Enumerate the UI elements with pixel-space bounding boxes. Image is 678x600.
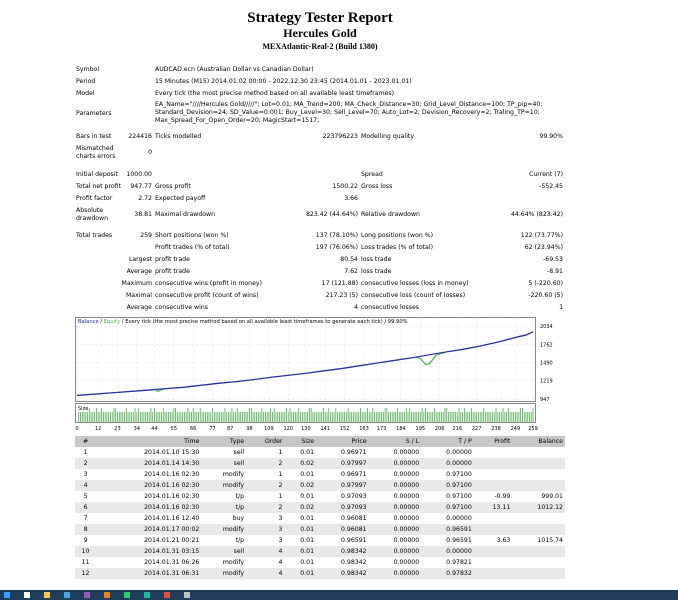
symbol-value: AUDCAD.ecn (Australian Dollar vs Canadian Dollar) xyxy=(155,66,314,73)
table-cell xyxy=(474,447,513,458)
legend-equity: Equity xyxy=(103,319,121,325)
maximal-label: Maximal xyxy=(125,292,152,299)
x-tick-label: 238 xyxy=(491,426,501,432)
table-cell: 2014.01.17 00:02 xyxy=(96,524,201,535)
table-cell: 0.96591 xyxy=(341,537,367,544)
table-cell xyxy=(512,557,565,568)
max-cons-wins-value: 17 (121.88) xyxy=(321,280,358,287)
table-cell: sell xyxy=(201,546,246,557)
table-cell: 0.00000 xyxy=(369,524,422,535)
profit-trades-value: 197 (76.06%) xyxy=(315,244,358,251)
table-cell: 0.02 xyxy=(284,502,316,513)
bars-label: Bars in test xyxy=(76,133,112,140)
table-cell: 0.97093 xyxy=(341,493,367,500)
x-tick-label: 206 xyxy=(434,426,445,432)
table-cell: 0.97821 xyxy=(446,559,472,566)
table-cell: t/p xyxy=(235,493,245,500)
table-cell: 0.97832 xyxy=(421,568,474,579)
avg-cons-wins-value: 4 xyxy=(354,304,358,311)
table-cell xyxy=(512,480,565,491)
x-tick-label: 23 xyxy=(114,426,121,432)
table-header-row xyxy=(75,436,565,447)
average2-label: Average xyxy=(126,304,152,311)
size-label: Size xyxy=(78,406,89,412)
table-row xyxy=(75,491,565,502)
x-tick-label: 34 xyxy=(133,426,141,432)
report-server: MEXAtlantic-Real-2 (Build 1380) xyxy=(262,42,378,51)
absolute-dd-label-2: drawdown xyxy=(76,215,109,222)
average-loss-label: loss trade xyxy=(361,268,392,275)
profit-trades-label: Profit trades (% of total) xyxy=(155,244,230,251)
table-row xyxy=(75,535,565,546)
mail-icon[interactable] xyxy=(64,592,70,598)
store-icon[interactable] xyxy=(84,592,90,598)
table-cell xyxy=(512,469,565,480)
table-cell: 2 xyxy=(75,458,96,469)
table-cell: 13.11 xyxy=(474,502,513,513)
x-tick-label: 109 xyxy=(264,426,274,432)
x-tick-label: 141 xyxy=(320,426,331,432)
x-tick-label: 227 xyxy=(471,426,482,432)
parameters-line-3: Max_Spread_For_Open_Order=20; MagicStart=1517; xyxy=(155,117,320,124)
table-cell: 999.01 xyxy=(541,493,563,500)
table-cell: 1012.12 xyxy=(512,502,565,513)
table-row xyxy=(75,568,565,579)
table-cell: 3 xyxy=(278,515,283,522)
table-cell: 11 xyxy=(81,559,90,566)
quality-value: 99.90% xyxy=(539,133,563,140)
x-tick-label: 44 xyxy=(151,426,158,432)
table-cell: 0.96081 xyxy=(341,515,367,522)
table-cell xyxy=(474,513,513,524)
table-cell: 0.01 xyxy=(300,559,315,566)
table-row xyxy=(75,480,565,491)
table-cell: 1 xyxy=(278,449,283,456)
table-cell: 4 xyxy=(246,568,284,579)
table-cell: 3.63 xyxy=(496,537,511,544)
y-tick-label: 1490 xyxy=(540,360,553,367)
absolute-dd-value: 38.81 xyxy=(134,211,152,218)
net-profit-label: Total net profit xyxy=(76,183,121,190)
table-row xyxy=(75,502,565,513)
table-cell: 0.01 xyxy=(284,546,316,557)
gross-loss-value: -552.45 xyxy=(539,183,563,190)
profit-factor-value: 2.72 xyxy=(138,195,152,202)
table-cell: 0.02 xyxy=(284,480,316,491)
legend-balance: Balance xyxy=(78,319,99,325)
browser-icon[interactable] xyxy=(144,592,150,598)
column-header: Price xyxy=(316,436,369,447)
table-cell: 0.02 xyxy=(284,458,316,469)
maximal-cons-profit-label: consecutive profit (count of wins) xyxy=(155,292,259,299)
table-cell: 0.01 xyxy=(300,449,315,456)
x-tick-label: 130 xyxy=(301,426,311,432)
maximal-cons-loss-label: consecutive loss (count of losses) xyxy=(361,292,466,299)
table-cell: 3 xyxy=(278,537,283,544)
parameters-line-1: EA_Name="////Hercules Gold/////"; Lot=0.01; MA_Trend=200; MA_Check_Distance=30; Grid_Level_Distance=100; TP_pip=40; xyxy=(155,101,543,108)
table-row xyxy=(75,447,565,458)
table-cell: 0.96971 xyxy=(341,449,367,456)
table-cell: 0.98342 xyxy=(341,559,367,566)
table-cell xyxy=(512,447,565,458)
loss-trades-label: Loss trades (% of total) xyxy=(361,244,433,251)
gross-profit-label: Gross profit xyxy=(155,183,191,190)
maximal-cons-profit-value: 217.23 (5) xyxy=(325,292,358,299)
table-cell: 1015.74 xyxy=(537,537,563,544)
chart-app-icon[interactable] xyxy=(104,592,110,598)
initial-deposit-value: 1000.00 xyxy=(126,171,152,178)
x-tick-label: 98 xyxy=(246,426,253,432)
short-label: Short positions (won %) xyxy=(155,232,229,239)
table-row xyxy=(75,469,565,480)
mismatch-label-1: Mismatched xyxy=(76,145,114,152)
rel-dd-value: 44.64% (823.42) xyxy=(510,211,563,218)
average-profit-value: 7.62 xyxy=(344,268,358,275)
table-cell: 0.00000 xyxy=(369,568,422,579)
x-tick-label: 0 xyxy=(75,426,79,432)
table-cell: 0.96591 xyxy=(421,524,474,535)
table-cell: 0.00000 xyxy=(393,493,420,500)
table-cell: 0.97100 xyxy=(421,502,474,513)
table-cell: 2014.01.31 06:31 xyxy=(96,568,201,579)
maximal-cons-loss-value: -220.60 (5) xyxy=(528,292,563,299)
y-tick-label: 2034 xyxy=(540,324,553,330)
table-cell: sell xyxy=(233,449,245,456)
chart-plot-area xyxy=(76,318,536,402)
x-tick-label: 216 xyxy=(452,426,463,432)
report-title: Strategy Tester Report xyxy=(247,10,393,26)
table-cell: 5 xyxy=(83,493,88,500)
max-dd-label: Maximal drawdown xyxy=(155,211,216,218)
table-cell: 3 xyxy=(246,524,284,535)
search-icon[interactable] xyxy=(24,592,30,598)
column-header: Type xyxy=(201,436,246,447)
y-tick-label: 1762 xyxy=(540,342,553,349)
settings-icon[interactable] xyxy=(184,592,190,598)
table-cell: 0.00000 xyxy=(393,515,420,522)
average-profit-label: profit trade xyxy=(155,268,190,275)
short-value: 137 (78.10%) xyxy=(315,232,358,239)
table-cell: 1 xyxy=(278,493,283,500)
ticks-value: 223796223 xyxy=(322,133,358,140)
table-row xyxy=(75,546,565,557)
table-cell: 0.98342 xyxy=(316,546,369,557)
table-cell: modify xyxy=(201,568,246,579)
table-cell: 3 xyxy=(83,471,88,478)
model-label: Model xyxy=(76,90,95,97)
mismatch-label-2: charts errors xyxy=(76,153,116,160)
table-cell: 2014.01.16 12:40 xyxy=(144,515,200,522)
gross-loss-label: Gross loss xyxy=(361,183,393,190)
table-cell: 4 xyxy=(75,480,96,491)
table-cell: sell xyxy=(201,458,246,469)
table-cell xyxy=(474,458,513,469)
column-header: Profit xyxy=(474,436,513,447)
column-header: Size xyxy=(284,436,316,447)
y-tick-label: 947 xyxy=(540,397,550,403)
x-tick-label: 195 xyxy=(415,426,426,432)
long-value: 122 (73.77%) xyxy=(520,232,563,239)
avg-cons-wins-label: consecutive wins xyxy=(155,304,208,311)
x-tick-label: 66 xyxy=(190,426,197,432)
table-cell: 0.00000 xyxy=(393,537,420,544)
column-header: S / L xyxy=(369,436,422,447)
table-cell: -0.99 xyxy=(494,493,511,500)
max-cons-wins-label: consecutive wins (profit in money) xyxy=(155,280,262,287)
expected-payoff-label: Expected payoff xyxy=(155,195,206,202)
terminal-icon[interactable] xyxy=(124,592,130,598)
table-cell: 0.00000 xyxy=(393,559,420,566)
average-label: Average xyxy=(126,268,152,275)
column-header: Time xyxy=(96,436,201,447)
table-cell: modify xyxy=(222,471,245,478)
table-cell: 7 xyxy=(83,515,88,522)
long-label: Long positions (won %) xyxy=(361,232,434,239)
x-tick-label: 259 xyxy=(528,426,538,432)
table-cell: 0.00000 xyxy=(446,449,472,456)
avg-cons-losses-label: consecutive losses xyxy=(361,304,420,311)
largest-loss-value: -69.53 xyxy=(543,256,563,263)
table-row xyxy=(75,458,565,469)
table-cell: 0.01 xyxy=(284,568,316,579)
rel-dd-label: Relative drawdown xyxy=(361,211,420,218)
average-loss-value: -8.91 xyxy=(546,268,563,275)
table-row xyxy=(75,513,565,524)
max-cons-losses-value: 5 (-220.60) xyxy=(528,280,563,287)
table-cell: 4 xyxy=(246,546,284,557)
table-cell: 0.00000 xyxy=(393,449,420,456)
table-cell: 6 xyxy=(75,502,96,513)
mismatch-value: 0 xyxy=(148,149,152,156)
period-value: 15 Minutes (M15) 2014.01.02 00:00 - 2022.12.30 23:45 (2014.01.01 - 2023.01.01) xyxy=(155,78,412,85)
table-cell: 0.96081 xyxy=(316,524,369,535)
windows-icon[interactable] xyxy=(4,592,10,598)
table-cell: 0.00000 xyxy=(369,480,422,491)
table-cell xyxy=(474,557,513,568)
table-cell: 0.01 xyxy=(300,537,315,544)
table-cell xyxy=(512,568,565,579)
table-cell: 2014.01.21 00:21 xyxy=(144,537,200,544)
parameters-line-2: Standard_Devision=24; SD_Value=0.001; Buy_Level=30; Sell_Level=70; Auto_Lot=2; Devision_Recovery=2; Traling_TP=10; xyxy=(155,109,540,116)
largest-loss-label: loss trade xyxy=(361,256,392,263)
x-tick-label: 55 xyxy=(170,426,178,432)
table-cell: 0.00000 xyxy=(393,471,420,478)
table-cell: 0.97997 xyxy=(316,480,369,491)
y-tick-label: 1219 xyxy=(540,378,553,385)
table-cell: 2014.01.31 06:26 xyxy=(144,559,200,566)
folder-icon[interactable] xyxy=(44,592,50,598)
table-cell: 2014.01.16 02:30 xyxy=(96,502,201,513)
x-tick-label: 77 xyxy=(209,426,216,432)
table-cell: 9 xyxy=(83,537,88,544)
table-cell: 1 xyxy=(83,449,88,456)
table-cell xyxy=(512,546,565,557)
table-cell: 4 xyxy=(278,559,283,566)
table-cell xyxy=(474,480,513,491)
table-cell: 0.01 xyxy=(300,515,315,522)
x-tick-label: 163 xyxy=(359,426,369,432)
bars-value: 224416 xyxy=(128,133,152,140)
table-cell: 0.97100 xyxy=(446,493,472,500)
table-cell: 0.00000 xyxy=(421,546,474,557)
legend-sep: / xyxy=(98,319,104,325)
table-cell xyxy=(474,568,513,579)
table-cell: 2014.01.16 02:30 xyxy=(144,493,200,500)
x-tick-label: 87 xyxy=(226,426,234,432)
x-tick-label: 12 xyxy=(94,426,102,432)
trades-table xyxy=(75,436,565,579)
column-header: Balance xyxy=(512,436,565,447)
max-cons-losses-label: consecutive losses (loss in money) xyxy=(361,280,469,287)
table-cell: 2014.01.10 15:30 xyxy=(144,449,200,456)
table-row xyxy=(75,524,565,535)
table-cell: 1 xyxy=(278,471,283,478)
table-cell xyxy=(512,513,565,524)
total-trades-value: 259 xyxy=(140,232,152,239)
table-cell: 0.97997 xyxy=(316,458,369,469)
initial-deposit-label: Initial deposit xyxy=(76,171,118,178)
table-cell: 0.00000 xyxy=(369,502,422,513)
table-cell: 2014.01.14 14:30 xyxy=(96,458,201,469)
table-cell xyxy=(474,524,513,535)
table-cell: 0.97100 xyxy=(421,480,474,491)
largest-profit-value: 80.54 xyxy=(340,256,358,263)
table-cell: 12 xyxy=(75,568,96,579)
table-cell: 0.01 xyxy=(300,493,315,500)
table-cell: 0.96971 xyxy=(341,471,367,478)
table-row xyxy=(75,557,565,568)
table-cell: 0.97093 xyxy=(316,502,369,513)
table-cell xyxy=(474,469,513,480)
x-tick-label: 120 xyxy=(283,426,294,432)
loss-trades-value: 62 (23.94%) xyxy=(524,244,563,251)
table-cell: t/p xyxy=(201,502,246,513)
profit-factor-label: Profit factor xyxy=(76,195,113,202)
largest-profit-label: profit trade xyxy=(155,256,190,263)
table-cell: 0.00000 xyxy=(369,546,422,557)
legend-rest: / Every tick (the most precise method based on all available least timeframes to generate each tick) / 99.90% xyxy=(120,319,408,325)
table-cell xyxy=(512,458,565,469)
table-cell: modify xyxy=(201,524,246,535)
table-cell xyxy=(474,546,513,557)
total-trades-label: Total trades xyxy=(76,232,113,239)
table-cell: modify xyxy=(201,480,246,491)
parameters-label: Parameters xyxy=(76,110,112,117)
table-cell: 0.97100 xyxy=(446,471,472,478)
column-header: # xyxy=(75,436,96,447)
table-cell: t/p xyxy=(235,537,245,544)
table-cell: 2014.01.16 02:30 xyxy=(144,471,200,478)
largest-label: Largest xyxy=(128,256,152,263)
column-header: Order xyxy=(246,436,284,447)
table-cell xyxy=(512,524,565,535)
table-cell: 0.00000 xyxy=(421,458,474,469)
table-cell: buy xyxy=(232,515,245,522)
quality-label: Modelling quality xyxy=(361,133,414,140)
report-subtitle: Hercules Gold xyxy=(283,26,357,40)
table-cell: 2014.01.31 03:15 xyxy=(96,546,201,557)
table-cell: 2014.01.16 02:30 xyxy=(96,480,201,491)
table-cell: 0.98342 xyxy=(316,568,369,579)
table-cell: 2 xyxy=(246,480,284,491)
table-cell: 0.00000 xyxy=(446,515,472,522)
table-cell: modify xyxy=(222,559,245,566)
table-cell: 8 xyxy=(75,524,96,535)
taskbar xyxy=(0,590,678,600)
table-cell: 0.00000 xyxy=(369,458,422,469)
model-value: Every tick (the most precise method based on all available least timeframes) xyxy=(155,90,395,97)
table-cell: 0.01 xyxy=(284,524,316,535)
maximum-label: Maximum xyxy=(121,280,152,287)
absolute-dd-label-1: Absolute xyxy=(76,207,104,214)
symbol-label: Symbol xyxy=(76,66,100,73)
period-label: Period xyxy=(76,78,96,85)
expected-payoff-value: 3.66 xyxy=(344,195,358,202)
x-tick-label: 184 xyxy=(396,426,406,432)
x-tick-label: 249 xyxy=(510,426,521,432)
table-cell: 10 xyxy=(75,546,96,557)
table-cell: 2 xyxy=(246,458,284,469)
net-profit-value: 947.77 xyxy=(130,183,152,190)
chrome-icon[interactable] xyxy=(164,592,170,598)
chart-legend xyxy=(78,319,408,325)
max-dd-value: 823.42 (44.64%) xyxy=(305,211,358,218)
x-tick-label: 152 xyxy=(339,426,350,432)
table-cell: 0.96591 xyxy=(446,537,472,544)
avg-cons-losses-value: 1 xyxy=(559,304,563,311)
table-cell: 0.01 xyxy=(300,471,315,478)
ticks-label: Ticks modelled xyxy=(155,133,202,140)
spread-label: Spread xyxy=(361,171,383,178)
balance-equity-chart xyxy=(75,317,563,433)
table-cell: 2 xyxy=(246,502,284,513)
spread-value: Current (7) xyxy=(529,171,563,178)
column-header: T / P xyxy=(421,436,474,447)
gross-profit-value: 1500.22 xyxy=(332,183,358,190)
x-tick-label: 173 xyxy=(376,426,387,432)
